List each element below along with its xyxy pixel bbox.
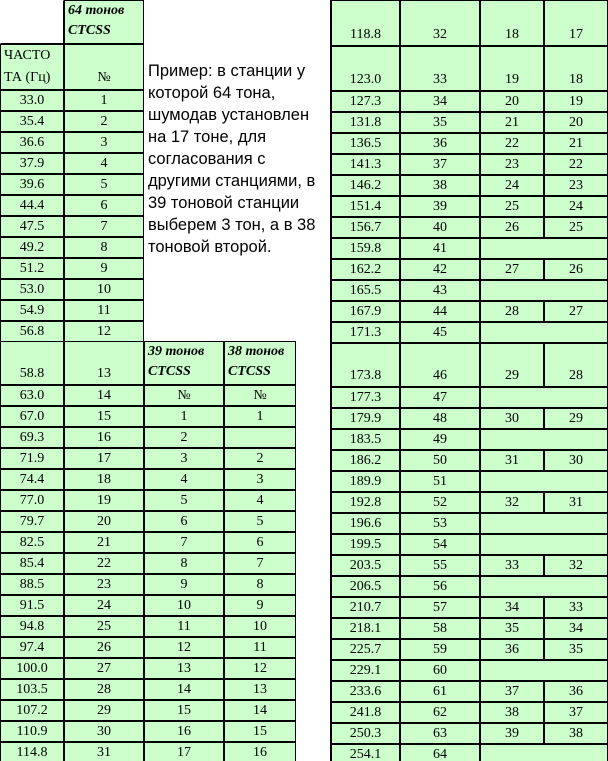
freq-cell: 167.9 — [331, 301, 400, 322]
tone-38-cell: 26 — [544, 259, 608, 280]
tone-64-cell: 43 — [400, 280, 480, 301]
tone-38-cell: 29 — [544, 408, 608, 429]
header-64-number-symbol: № — [97, 70, 111, 85]
tone-64-cell: 64 — [400, 744, 480, 761]
tone-64-cell: 33 — [400, 46, 480, 91]
freq-cell: 165.5 — [331, 280, 400, 301]
tone-39-cell: 4 — [144, 469, 224, 490]
tone-64-cell: 9 — [64, 258, 144, 279]
tone-64-cell: 26 — [64, 637, 144, 658]
tone-64-cell: 39 — [400, 196, 480, 217]
tone-38-cell: 22 — [544, 154, 608, 175]
tone-64-cell: 20 — [64, 511, 144, 532]
tone-39-cell: 6 — [144, 511, 224, 532]
tone-39-cell: 33 — [480, 555, 544, 576]
tone-64-cell: 30 — [64, 721, 144, 742]
tone-38-cell: № — [224, 385, 296, 406]
tone-38-cell: 38 — [544, 723, 608, 744]
freq-cell: 156.7 — [331, 217, 400, 238]
tone-38-cell: 10 — [224, 616, 296, 637]
tone-39-cell: 2 — [144, 427, 224, 448]
header-freq-line2: ТА (Гц) — [4, 70, 51, 85]
tone-39-cell: 19 — [480, 46, 544, 91]
tone-64-cell: 54 — [400, 534, 480, 555]
freq-cell: 37.9 — [0, 153, 64, 174]
tone-38-cell: 19 — [544, 91, 608, 112]
freq-cell: 186.2 — [331, 450, 400, 471]
header-38-tones — [224, 341, 296, 385]
tone-39-cell: № — [144, 385, 224, 406]
freq-cell: 63.0 — [0, 385, 64, 406]
tone-38-cell — [224, 427, 296, 448]
empty-merged-cell — [480, 238, 608, 259]
tone-38-cell: 4 — [224, 490, 296, 511]
tone-39-cell: 24 — [480, 175, 544, 196]
freq-cell: 218.1 — [331, 618, 400, 639]
tone-64-cell: 55 — [400, 555, 480, 576]
freq-cell: 118.8 — [331, 0, 400, 46]
tone-64-cell: 48 — [400, 408, 480, 429]
freq-cell: 199.5 — [331, 534, 400, 555]
tone-39-cell: 10 — [144, 595, 224, 616]
tone-39-cell: 9 — [144, 574, 224, 595]
tone-39-cell: 15 — [144, 700, 224, 721]
tone-64-cell: 36 — [400, 133, 480, 154]
freq-cell: 146.2 — [331, 175, 400, 196]
tone-38-cell: 9 — [224, 595, 296, 616]
tone-64-cell: 8 — [64, 237, 144, 258]
freq-cell: 91.5 — [0, 595, 64, 616]
tone-39-cell: 8 — [144, 553, 224, 574]
header-39-line1: 39 тонов — [148, 344, 205, 359]
tone-64-cell: 22 — [64, 553, 144, 574]
tone-64-cell: 12 — [64, 321, 144, 342]
tone-39-cell: 5 — [144, 490, 224, 511]
tone-64-cell: 63 — [400, 723, 480, 744]
freq-cell: 35.4 — [0, 111, 64, 132]
freq-cell: 189.9 — [331, 471, 400, 492]
tone-39-cell: 11 — [144, 616, 224, 637]
tone-64-cell: 2 — [64, 111, 144, 132]
freq-cell: 141.3 — [331, 154, 400, 175]
tone-64-cell: 53 — [400, 513, 480, 534]
tone-38-cell: 2 — [224, 448, 296, 469]
tone-64-cell: 52 — [400, 492, 480, 513]
freq-cell: 183.5 — [331, 429, 400, 450]
tone-39-cell: 20 — [480, 91, 544, 112]
tone-39-cell: 29 — [480, 343, 544, 387]
freq-cell: 82.5 — [0, 532, 64, 553]
tone-39-cell: 35 — [480, 618, 544, 639]
freq-cell: 33.0 — [0, 90, 64, 111]
empty-merged-cell — [480, 471, 608, 492]
tone-39-cell: 1 — [144, 406, 224, 427]
tone-64-cell: 57 — [400, 597, 480, 618]
tone-39-cell: 25 — [480, 196, 544, 217]
tone-64-cell: 45 — [400, 322, 480, 343]
tone-39-cell: 18 — [480, 0, 544, 46]
tone-64-cell: 40 — [400, 217, 480, 238]
freq-cell: 79.7 — [0, 511, 64, 532]
tone-39-cell: 26 — [480, 217, 544, 238]
freq-cell: 241.8 — [331, 702, 400, 723]
freq-cell: 39.6 — [0, 174, 64, 195]
empty-merged-cell — [480, 429, 608, 450]
example-note-text: Пример: в станции у которой 64 тона, шумодав установлен на 17 тоне, для согласования с другими станциями, в 39 тоновой станции выберем 3 тон, а в 38 тоновой второй. — [148, 62, 316, 256]
tone-39-cell: 31 — [480, 450, 544, 471]
freq-cell: 162.2 — [331, 259, 400, 280]
tone-39-cell: 7 — [144, 532, 224, 553]
tone-64-cell: 28 — [64, 679, 144, 700]
tone-64-cell: 59 — [400, 639, 480, 660]
tone-38-cell: 17 — [544, 0, 608, 46]
tone-38-cell: 31 — [544, 492, 608, 513]
tone-38-cell: 37 — [544, 702, 608, 723]
tone-39-cell: 34 — [480, 597, 544, 618]
tone-64-cell: 7 — [64, 216, 144, 237]
tone-39-cell: 12 — [144, 637, 224, 658]
tone-64-cell: 24 — [64, 595, 144, 616]
header-frequency — [0, 44, 64, 90]
freq-cell: 173.8 — [331, 343, 400, 387]
tone-64-cell: 4 — [64, 153, 144, 174]
freq-cell: 210.7 — [331, 597, 400, 618]
freq-cell: 77.0 — [0, 490, 64, 511]
tone-64-cell: 1 — [64, 90, 144, 111]
tone-64-cell: 46 — [400, 343, 480, 387]
tone-64-cell: 35 — [400, 112, 480, 133]
tone-64-cell: 50 — [400, 450, 480, 471]
empty-merged-cell — [480, 660, 608, 681]
tone-39-cell: 36 — [480, 639, 544, 660]
tone-38-cell: 13 — [224, 679, 296, 700]
header-38-line1: 38 тонов — [228, 344, 285, 359]
tone-64-cell: 51 — [400, 471, 480, 492]
tone-64-cell: 32 — [400, 0, 480, 46]
tone-38-cell: 35 — [544, 639, 608, 660]
tone-39-cell: 38 — [480, 702, 544, 723]
tone-39-cell: 39 — [480, 723, 544, 744]
freq-cell: 100.0 — [0, 658, 64, 679]
tone-64-cell: 11 — [64, 300, 144, 321]
header-64-line1: 64 тонов — [68, 3, 125, 18]
tone-38-cell: 5 — [224, 511, 296, 532]
tone-64-cell: 27 — [64, 658, 144, 679]
freq-cell: 123.0 — [331, 46, 400, 91]
tone-38-cell: 28 — [544, 343, 608, 387]
column-gap — [296, 341, 330, 761]
freq-cell: 44.4 — [0, 195, 64, 216]
header-64-line2: CTCSS — [68, 23, 111, 38]
freq-cell: 97.4 — [0, 637, 64, 658]
tone-38-cell: 34 — [544, 618, 608, 639]
freq-cell: 171.3 — [331, 322, 400, 343]
tone-38-cell: 25 — [544, 217, 608, 238]
example-note — [144, 60, 330, 340]
tone-64-cell: 37 — [400, 154, 480, 175]
tone-64-cell: 14 — [64, 385, 144, 406]
tone-64-cell: 58 — [400, 618, 480, 639]
tone-38-cell: 1 — [224, 406, 296, 427]
empty-merged-cell — [480, 387, 608, 408]
tone-39-cell: 16 — [144, 721, 224, 742]
tone-64-cell: 10 — [64, 279, 144, 300]
tone-38-cell: 18 — [544, 46, 608, 91]
tone-64-cell: 19 — [64, 490, 144, 511]
tone-39-cell: 30 — [480, 408, 544, 429]
tone-39-cell: 13 — [144, 658, 224, 679]
freq-cell: 233.6 — [331, 681, 400, 702]
freq-cell: 203.5 — [331, 555, 400, 576]
header-38-line2: CTCSS — [228, 364, 271, 379]
tone-38-cell: 33 — [544, 597, 608, 618]
freq-cell: 94.8 — [0, 616, 64, 637]
header-freq-blank-top — [0, 0, 64, 44]
tone-64-cell: 47 — [400, 387, 480, 408]
freq-cell: 196.6 — [331, 513, 400, 534]
freq-cell: 69.3 — [0, 427, 64, 448]
freq-cell: 192.8 — [331, 492, 400, 513]
tone-38-cell: 20 — [544, 112, 608, 133]
tone-38-cell: 15 — [224, 721, 296, 742]
tone-38-cell: 14 — [224, 700, 296, 721]
freq-cell: 71.9 — [0, 448, 64, 469]
freq-cell: 85.4 — [0, 553, 64, 574]
tone-39-cell: 3 — [144, 448, 224, 469]
freq-cell: 107.2 — [0, 700, 64, 721]
freq-cell: 67.0 — [0, 406, 64, 427]
tone-64-cell: 23 — [64, 574, 144, 595]
empty-merged-cell — [480, 534, 608, 555]
tone-64-cell: 16 — [64, 427, 144, 448]
freq-cell: 229.1 — [331, 660, 400, 681]
tone-39-cell: 22 — [480, 133, 544, 154]
freq-cell: 56.8 — [0, 321, 64, 342]
tone-38-cell: 32 — [544, 555, 608, 576]
empty-merged-cell — [480, 322, 608, 343]
tone-39-cell: 28 — [480, 301, 544, 322]
tone-64-cell: 5 — [64, 174, 144, 195]
freq-cell: 36.6 — [0, 132, 64, 153]
empty-merged-cell — [480, 280, 608, 301]
tone-38-cell: 27 — [544, 301, 608, 322]
freq-cell: 159.8 — [331, 238, 400, 259]
blank-area-top — [144, 0, 330, 60]
empty-merged-cell — [480, 576, 608, 597]
tone-64-cell: 21 — [64, 532, 144, 553]
header-39-line2: CTCSS — [148, 364, 191, 379]
empty-merged-cell — [480, 513, 608, 534]
tone-64-cell: 25 — [64, 616, 144, 637]
freq-cell: 127.3 — [331, 91, 400, 112]
tone-38-cell: 23 — [544, 175, 608, 196]
tone-64-cell: 42 — [400, 259, 480, 280]
tone-64-cell: 56 — [400, 576, 480, 597]
freq-cell: 179.9 — [331, 408, 400, 429]
freq-cell: 58.8 — [0, 341, 64, 385]
tone-38-cell: 11 — [224, 637, 296, 658]
tone-39-cell: 23 — [480, 154, 544, 175]
tone-39-cell: 27 — [480, 259, 544, 280]
tone-38-cell: 16 — [224, 742, 296, 761]
freq-cell: 206.5 — [331, 576, 400, 597]
tone-39-cell: 14 — [144, 679, 224, 700]
freq-cell: 250.3 — [331, 723, 400, 744]
freq-cell: 49.2 — [0, 237, 64, 258]
freq-cell: 53.0 — [0, 279, 64, 300]
tone-64-cell: 34 — [400, 91, 480, 112]
tone-38-cell: 7 — [224, 553, 296, 574]
freq-cell: 110.9 — [0, 721, 64, 742]
tone-38-cell: 24 — [544, 196, 608, 217]
header-freq-line1: ЧАСТО — [4, 48, 51, 63]
tone-64-cell: 61 — [400, 681, 480, 702]
tone-38-cell: 30 — [544, 450, 608, 471]
freq-cell: 74.4 — [0, 469, 64, 490]
tone-38-cell: 21 — [544, 133, 608, 154]
tone-64-cell: 41 — [400, 238, 480, 259]
freq-cell: 225.7 — [331, 639, 400, 660]
freq-cell: 103.5 — [0, 679, 64, 700]
header-64-tones — [64, 0, 144, 44]
tone-38-cell: 8 — [224, 574, 296, 595]
freq-cell: 136.5 — [331, 133, 400, 154]
tone-64-cell: 49 — [400, 429, 480, 450]
tone-64-cell: 60 — [400, 660, 480, 681]
tone-64-cell: 13 — [64, 341, 144, 385]
freq-cell: 151.4 — [331, 196, 400, 217]
tone-64-cell: 18 — [64, 469, 144, 490]
tone-64-cell: 3 — [64, 132, 144, 153]
tone-38-cell: 3 — [224, 469, 296, 490]
freq-cell: 88.5 — [0, 574, 64, 595]
tone-64-cell: 6 — [64, 195, 144, 216]
freq-cell: 114.8 — [0, 742, 64, 761]
tone-38-cell: 12 — [224, 658, 296, 679]
tone-64-cell: 15 — [64, 406, 144, 427]
tone-64-cell: 29 — [64, 700, 144, 721]
freq-cell: 177.3 — [331, 387, 400, 408]
tone-39-cell: 17 — [144, 742, 224, 761]
tone-64-cell: 38 — [400, 175, 480, 196]
freq-cell: 54.9 — [0, 300, 64, 321]
freq-cell: 254.1 — [331, 744, 400, 761]
tone-39-cell: 21 — [480, 112, 544, 133]
empty-merged-cell — [480, 744, 608, 761]
tone-64-cell: 31 — [64, 742, 144, 761]
freq-cell: 131.8 — [331, 112, 400, 133]
header-39-tones — [144, 341, 224, 385]
header-64-number — [64, 44, 144, 90]
tone-64-cell: 44 — [400, 301, 480, 322]
freq-cell: 47.5 — [0, 216, 64, 237]
tone-38-cell: 36 — [544, 681, 608, 702]
tone-64-cell: 62 — [400, 702, 480, 723]
freq-cell: 51.2 — [0, 258, 64, 279]
tone-39-cell: 37 — [480, 681, 544, 702]
tone-38-cell: 6 — [224, 532, 296, 553]
tone-39-cell: 32 — [480, 492, 544, 513]
tone-64-cell: 17 — [64, 448, 144, 469]
